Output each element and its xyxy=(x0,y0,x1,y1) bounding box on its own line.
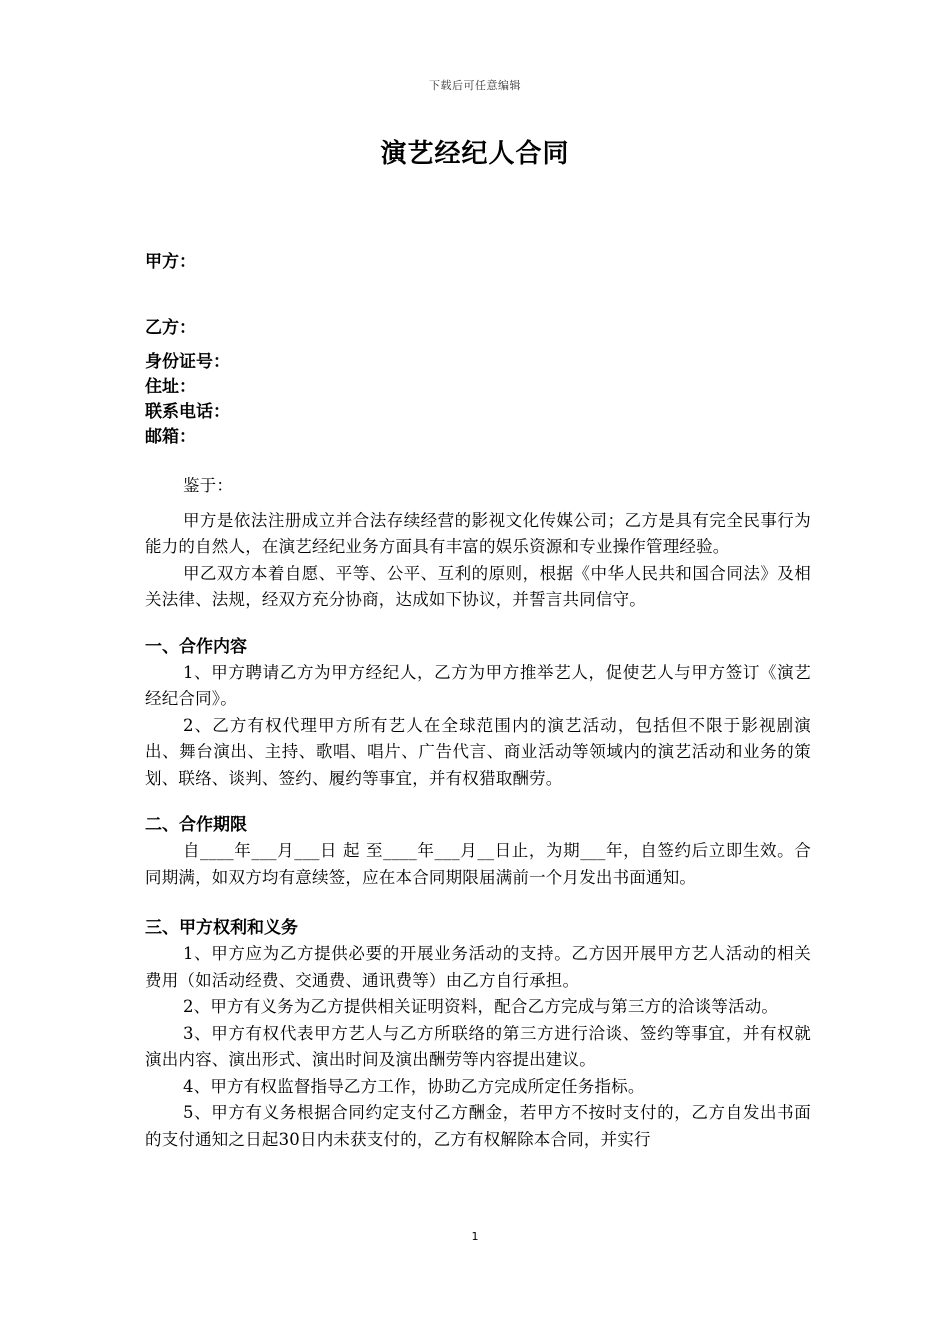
party-b-label: 乙方： xyxy=(145,318,196,338)
phone-label: 联系电话： xyxy=(145,402,230,422)
clause-paragraph: 2、甲方有义务为乙方提供相关证明资料，配合乙方完成与第三方的洽谈等活动。 xyxy=(182,997,779,1016)
clause-paragraph: 自____年___月___日 起 至____年___月__日止，为期___年，自签约后立即生效。合同期满，如双方均有意续签，应在本合同期限届满前一个月发出书面通知。 xyxy=(145,841,811,887)
whereas-label: 鉴于： xyxy=(182,476,234,495)
preamble-paragraph: 甲方是依法注册成立并合法存续经营的影视文化传媒公司；乙方是具有完全民事行为能力的自然人，在演艺经纪业务方面具有丰富的娱乐资源和专业操作管理经验。 xyxy=(145,510,811,556)
clause-paragraph: 2、乙方有权代理甲方所有艺人在全球范围内的演艺活动，包括但不限于影视剧演出、舞台演出、主持、歌唱、唱片、广告代言、商业活动等领域内的演艺活动和业务的策划、联络、谈判、签约、履约等事宜，并有权猎取酬劳。 xyxy=(145,715,811,788)
section-heading: 二、合作期限 xyxy=(145,815,247,835)
section-heading: 一、合作内容 xyxy=(145,636,247,657)
preamble-paragraph: 甲乙双方本着自愿、平等、公平、互利的原则，根据《中华人民共和国合同法》及相关法律、法规，经双方充分协商，达成如下协议，并誓言共同信守。 xyxy=(145,563,811,609)
page-number: 1 xyxy=(471,1230,479,1243)
document-title: 演艺经纪人合同 xyxy=(380,139,570,169)
clause-paragraph: 1、甲方聘请乙方为甲方经纪人，乙方为甲方推举艺人，促使艺人与甲方签订《演艺经纪合同》。 xyxy=(145,662,811,708)
header-note: 下载后可任意编辑 xyxy=(429,79,521,92)
clause-paragraph: 1、甲方应为乙方提供必要的开展业务活动的支持。乙方因开展甲方艺人活动的相关费用（如活动经费、交通费、通讯费等）由乙方自行承担。 xyxy=(145,944,811,990)
contract-body xyxy=(145,473,811,1153)
email-label: 邮箱： xyxy=(145,427,196,447)
party-a-label: 甲方： xyxy=(145,252,196,272)
section-heading: 三、甲方权利和义务 xyxy=(145,918,298,938)
clause-paragraph: 5、甲方有义务根据合同约定支付乙方酬金，若甲方不按时支付的，乙方自发出书面的支付通知之日起30日内未获支付的，乙方有权解除本合同，并实行 xyxy=(145,1103,811,1149)
id-number-label: 身份证号： xyxy=(145,352,230,372)
clause-paragraph: 4、甲方有权监督指导乙方工作，协助乙方完成所定任务指标。 xyxy=(182,1076,645,1096)
address-label: 住址： xyxy=(145,377,196,397)
clause-paragraph: 3、甲方有权代表甲方艺人与乙方所联络的第三方进行洽谈、签约等事宜，并有权就演出内容、演出形式、演出时间及演出酬劳等内容提出建议。 xyxy=(145,1023,811,1069)
